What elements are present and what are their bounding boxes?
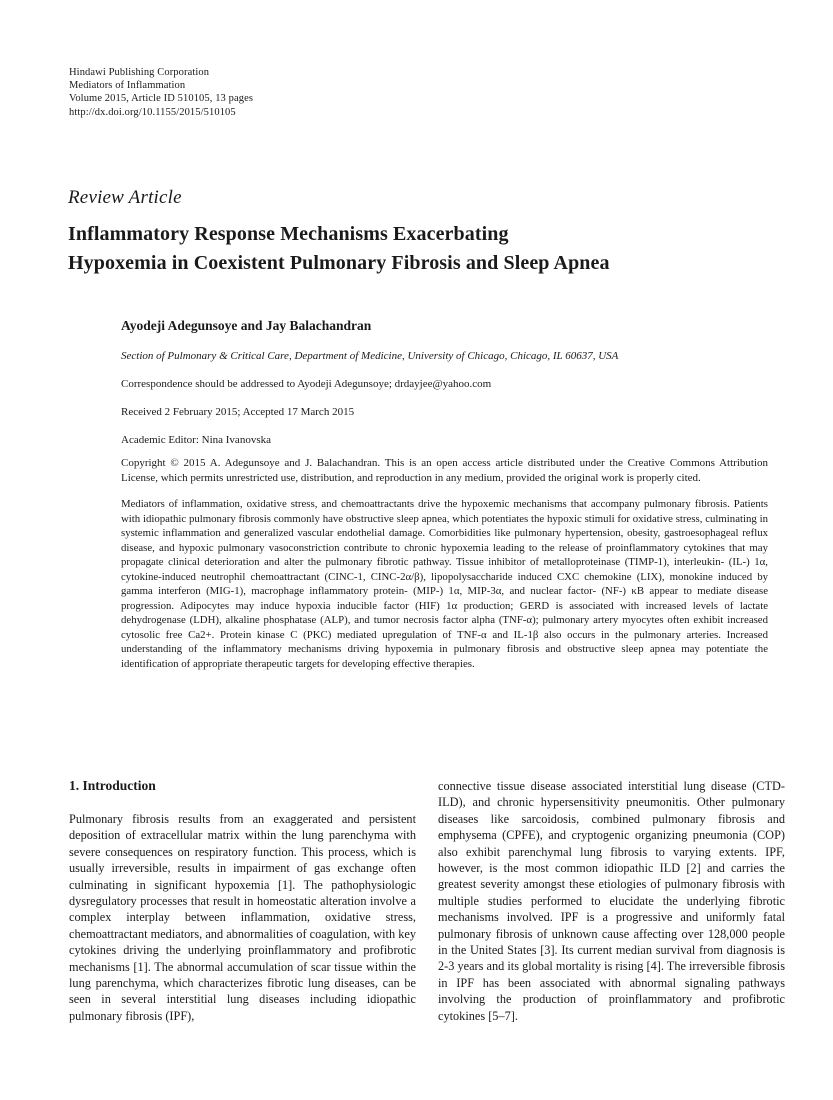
section-heading-introduction: 1. Introduction (69, 778, 156, 793)
article-title-line2: Hypoxemia in Coexistent Pulmonary Fibrosis and Sleep Apnea (68, 252, 610, 274)
intro-paragraph-left: Pulmonary fibrosis results from an exaggerated and persistent deposition of extracellular matrix within the lung parenchyma with severe consequences on respiratory function. This process, which is usually irreversible, results in impairment of gas exchange often culminating in significant hypoxemia [1]. The pathophysiologic dysregulatory processes that result in homeostatic alteration involve a complex interplay between inflammation, oxidative stress, chemoattractant mediators, and abnormalities of coagulation, with key cytokines driving the underlying proinflammatory and profibrotic mechanisms [1]. The abnormal accumulation of scar tissue within the lung parenchyma, which characterizes fibrotic lung diseases, can be seen in several interstitial lung diseases including idiopathic pulmonary fibrosis (IPF), (69, 812, 416, 1023)
correspondence-line: Correspondence should be addressed to Ayodeji Adegunsoye; drdayjee@yahoo.com (121, 378, 492, 390)
copyright-notice: Copyright © 2015 A. Adegunsoye and J. Balachandran. This is an open access article distributed under the Creative Commons Attribution License, which permits unrestricted use, distribution, and reproduction in any medium, provided the original work is properly cited. (121, 457, 768, 484)
journal-name: Mediators of Inflammation (69, 80, 186, 92)
article-title-line1: Inflammatory Response Mechanisms Exacerbating (68, 223, 509, 245)
academic-editor-line: Academic Editor: Nina Ivanovska (121, 434, 271, 446)
front-matter (121, 318, 768, 672)
article-title (68, 220, 610, 278)
affiliation-line: Section of Pulmonary & Critical Care, Department of Medicine, University of Chicago, Chicago, IL 60637, USA (121, 350, 619, 362)
body-left-column (69, 778, 416, 1024)
abstract-text: Mediators of inflammation, oxidative stress, and chemoattractants drive the hypoxemic mechanisms that accompany pulmonary fibrosis. Patients with idiopathic pulmonary fibrosis commonly have obstructive sleep apnea, which potentiates the hypoxic stimuli for oxidative stress, culminating in systemic inflammation and generalized vascular endothelial damage. Comorbidities like pulmonary hypertension, obesity, gastroesophageal reflux disease, and hypoxic pulmonary vasoconstriction contribute to chronic hypoxemia leading to the release of proinflammatory cytokines that may propagate clinical deterioration and alter the pulmonary fibrotic pathway. Tissue inhibitor of metalloproteinase (TIMP-1), interleukin- (IL-) 1α, cytokine-induced neutrophil chemoattractant (CINC-1, CINC-2α/β), lipopolysaccharide induced CXC chemokine (LIX), monokine induced by gamma interferon (MIG-1), macrophage inflammatory protein- (MIP-) 1α, MIP-3α, and nuclear factor- (NF-) κB appear to mediate disease progression. Adipocytes may induce hypoxia inducible factor (HIF) 1α production; GERD is associated with increased levels of lactate dehydrogenase (LDH), alkaline phosphatase (ALP), and tumor necrosis factor alpha (TNF-α); pulmonary artery myocytes often exhibit increased cytosolic free Ca2+. Protein kinase C (PKC) mediated upregulation of TNF-α and IL-1β also occurs in the pulmonary arteries. Increased understanding of the inflammatory mechanisms driving hypoxemia in pulmonary fibrosis and obstructive sleep apnea may potentiate the identification of appropriate therapeutic targets for developing effective therapies. (121, 498, 768, 671)
article-body (69, 778, 786, 1024)
intro-paragraph-right: connective tissue disease associated interstitial lung disease (CTD-ILD), and chronic hypersensitivity pneumonitis. Other pulmonary diseases like sarcoidosis, combined pulmonary fibrosis and emphysema (CPFE), and cryptogenic organizing pneumonia (COP) also exhibit parenchymal lung fibrosis to varying extents. IPF, however, is the most common idiopathic ILD [2] and carries the greatest severity amongst these etiologies of pulmonary fibrosis with multiple studies performed to elucidate the underlying fibrotic mechanisms involved. IPF is a progressive and uniformly fatal pulmonary fibrosis of unknown cause affecting over 128,000 people in the United States [3]. Its current median survival from diagnosis is 2-3 years and its global mortality is rising [4]. The irreversible fibrosis in IPF has been associated with abnormal signaling pathways involving the production of proinflammatory and profibrotic cytokines [5–7]. (438, 779, 785, 1023)
volume-info: Volume 2015, Article ID 510105, 13 pages (69, 93, 254, 105)
article-type-label: Review Article (68, 187, 182, 208)
authors-line: Ayodeji Adegunsoye and Jay Balachandran (121, 318, 372, 333)
body-right-column (438, 778, 785, 1024)
doi-link: http://dx.doi.org/10.1155/2015/510105 (69, 106, 236, 118)
received-accepted-line: Received 2 February 2015; Accepted 17 March 2015 (121, 406, 355, 418)
publisher-header (69, 66, 253, 119)
publisher-name: Hindawi Publishing Corporation (69, 67, 210, 78)
